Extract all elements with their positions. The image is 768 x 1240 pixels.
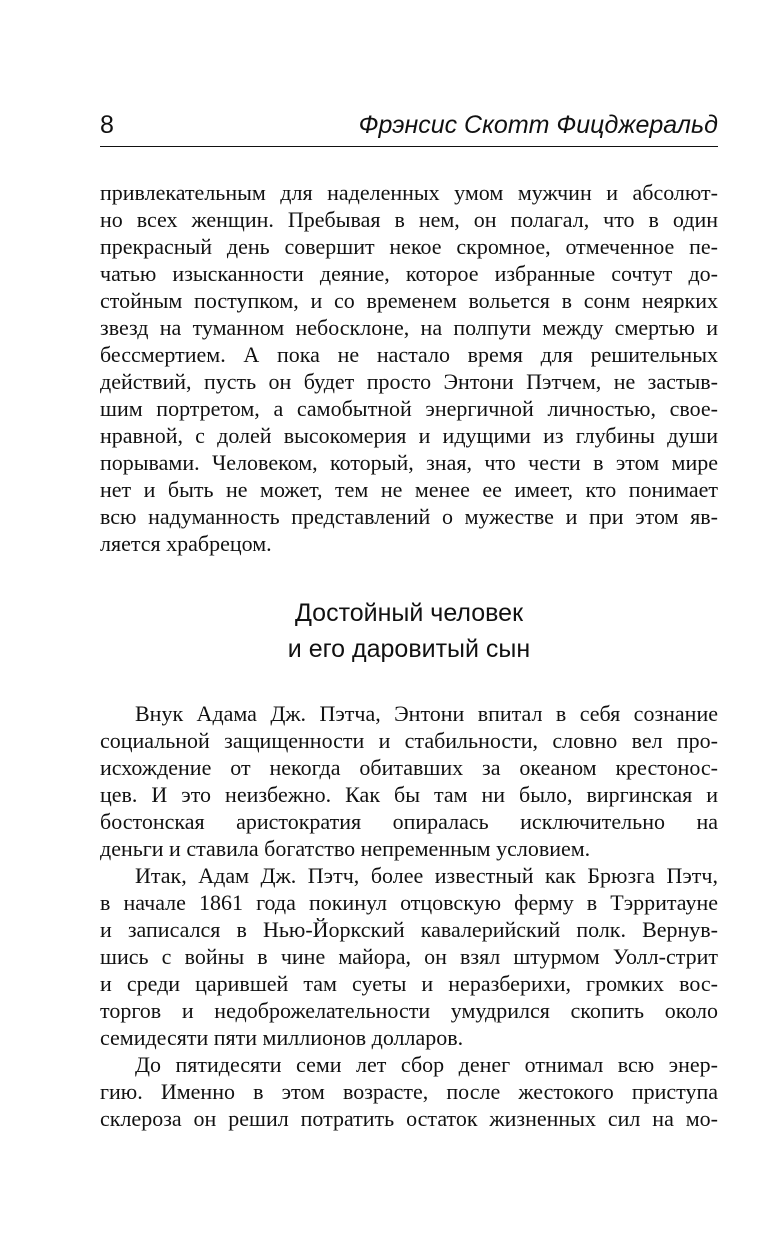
text-line: действий, пусть он будет просто Энтони Пэтчем, не застыв-: [100, 369, 718, 394]
text-line: шись с войны в чине майора, он взял штурмом Уолл-стрит: [100, 944, 718, 969]
text-line: исхождение от некогда обитавших за океаном крестонос-: [100, 755, 718, 780]
text-line: всю надуманность представлений о мужестве и при этом яв-: [100, 504, 718, 529]
section-heading-line-1: Достойный человек: [294, 599, 524, 627]
text-line: Внук Адама Дж. Пэтча, Энтони впитал в себя сознание: [135, 701, 718, 726]
text-line: чатью изысканности деяние, которое избранные сочтут до-: [100, 261, 718, 286]
text-line: гию. Именно в этом возрасте, после жестокого приступа: [100, 1079, 718, 1104]
text-line: цев. И это неизбежно. Как бы там ни было, виргинская и: [100, 782, 718, 807]
text-line: склероза он решил потратить остаток жизненных сил на мо-: [100, 1106, 718, 1131]
text-line: нравной, с долей высокомерия и идущими из глубины души: [100, 423, 718, 448]
running-head: [100, 108, 718, 148]
text-line: звезд на туманном небосклоне, на полпути между смертью и: [100, 315, 718, 340]
text-line: порывами. Человеком, который, зная, что чести в этом мире: [100, 450, 718, 475]
running-title-author: Фрэнсис Скотт Фицджеральд: [358, 111, 718, 139]
text-line: прекрасный день совершит некое скромное, отмеченное пе-: [100, 234, 718, 259]
text-line: социальной защищенности и стабильности, словно вел про-: [100, 728, 718, 753]
text-line: деньги и ставила богатство непременным условием.: [100, 836, 591, 861]
text-line: но всех женщин. Пребывая в нем, он полагал, что в один: [100, 207, 718, 232]
text-line: в начале 1861 года покинул отцовскую ферму в Тэрритауне: [100, 890, 718, 915]
page-number: 8: [100, 111, 114, 139]
text-line: ляется храбрецом.: [100, 531, 272, 556]
header-rule: [100, 146, 718, 147]
text-line: бостонская аристократия опиралась исключительно на: [100, 809, 718, 834]
text-line: Итак, Адам Дж. Пэтч, более известный как Брюзга Пэтч,: [135, 863, 718, 888]
text-line: торгов и недоброжелательности умудрился скопить около: [100, 998, 718, 1023]
section-heading-line-2: и его даровитый сын: [287, 635, 531, 663]
text-line: стойным поступком, и со временем вольется в сонм неярких: [100, 288, 718, 313]
text-line: и среди царившей там суеты и неразберихи, громких вос-: [100, 971, 718, 996]
text-line: и записался в Нью-Йоркский кавалерийский полк. Вернув-: [100, 917, 718, 942]
text-line: До пятидесяти семи лет сбор денег отнимал всю энер-: [135, 1052, 718, 1077]
text-line: семидесяти пяти миллионов долларов.: [100, 1025, 464, 1050]
text-line: бессмертием. А пока не настало время для решительных: [100, 342, 718, 367]
text-line: шим портретом, а самобытной энергичной личностью, свое-: [100, 396, 718, 421]
text-line: привлекательным для наделенных умом мужчин и абсолют-: [100, 180, 718, 205]
text-line: нет и быть не может, тем не менее ее имеет, кто понимает: [100, 477, 718, 502]
